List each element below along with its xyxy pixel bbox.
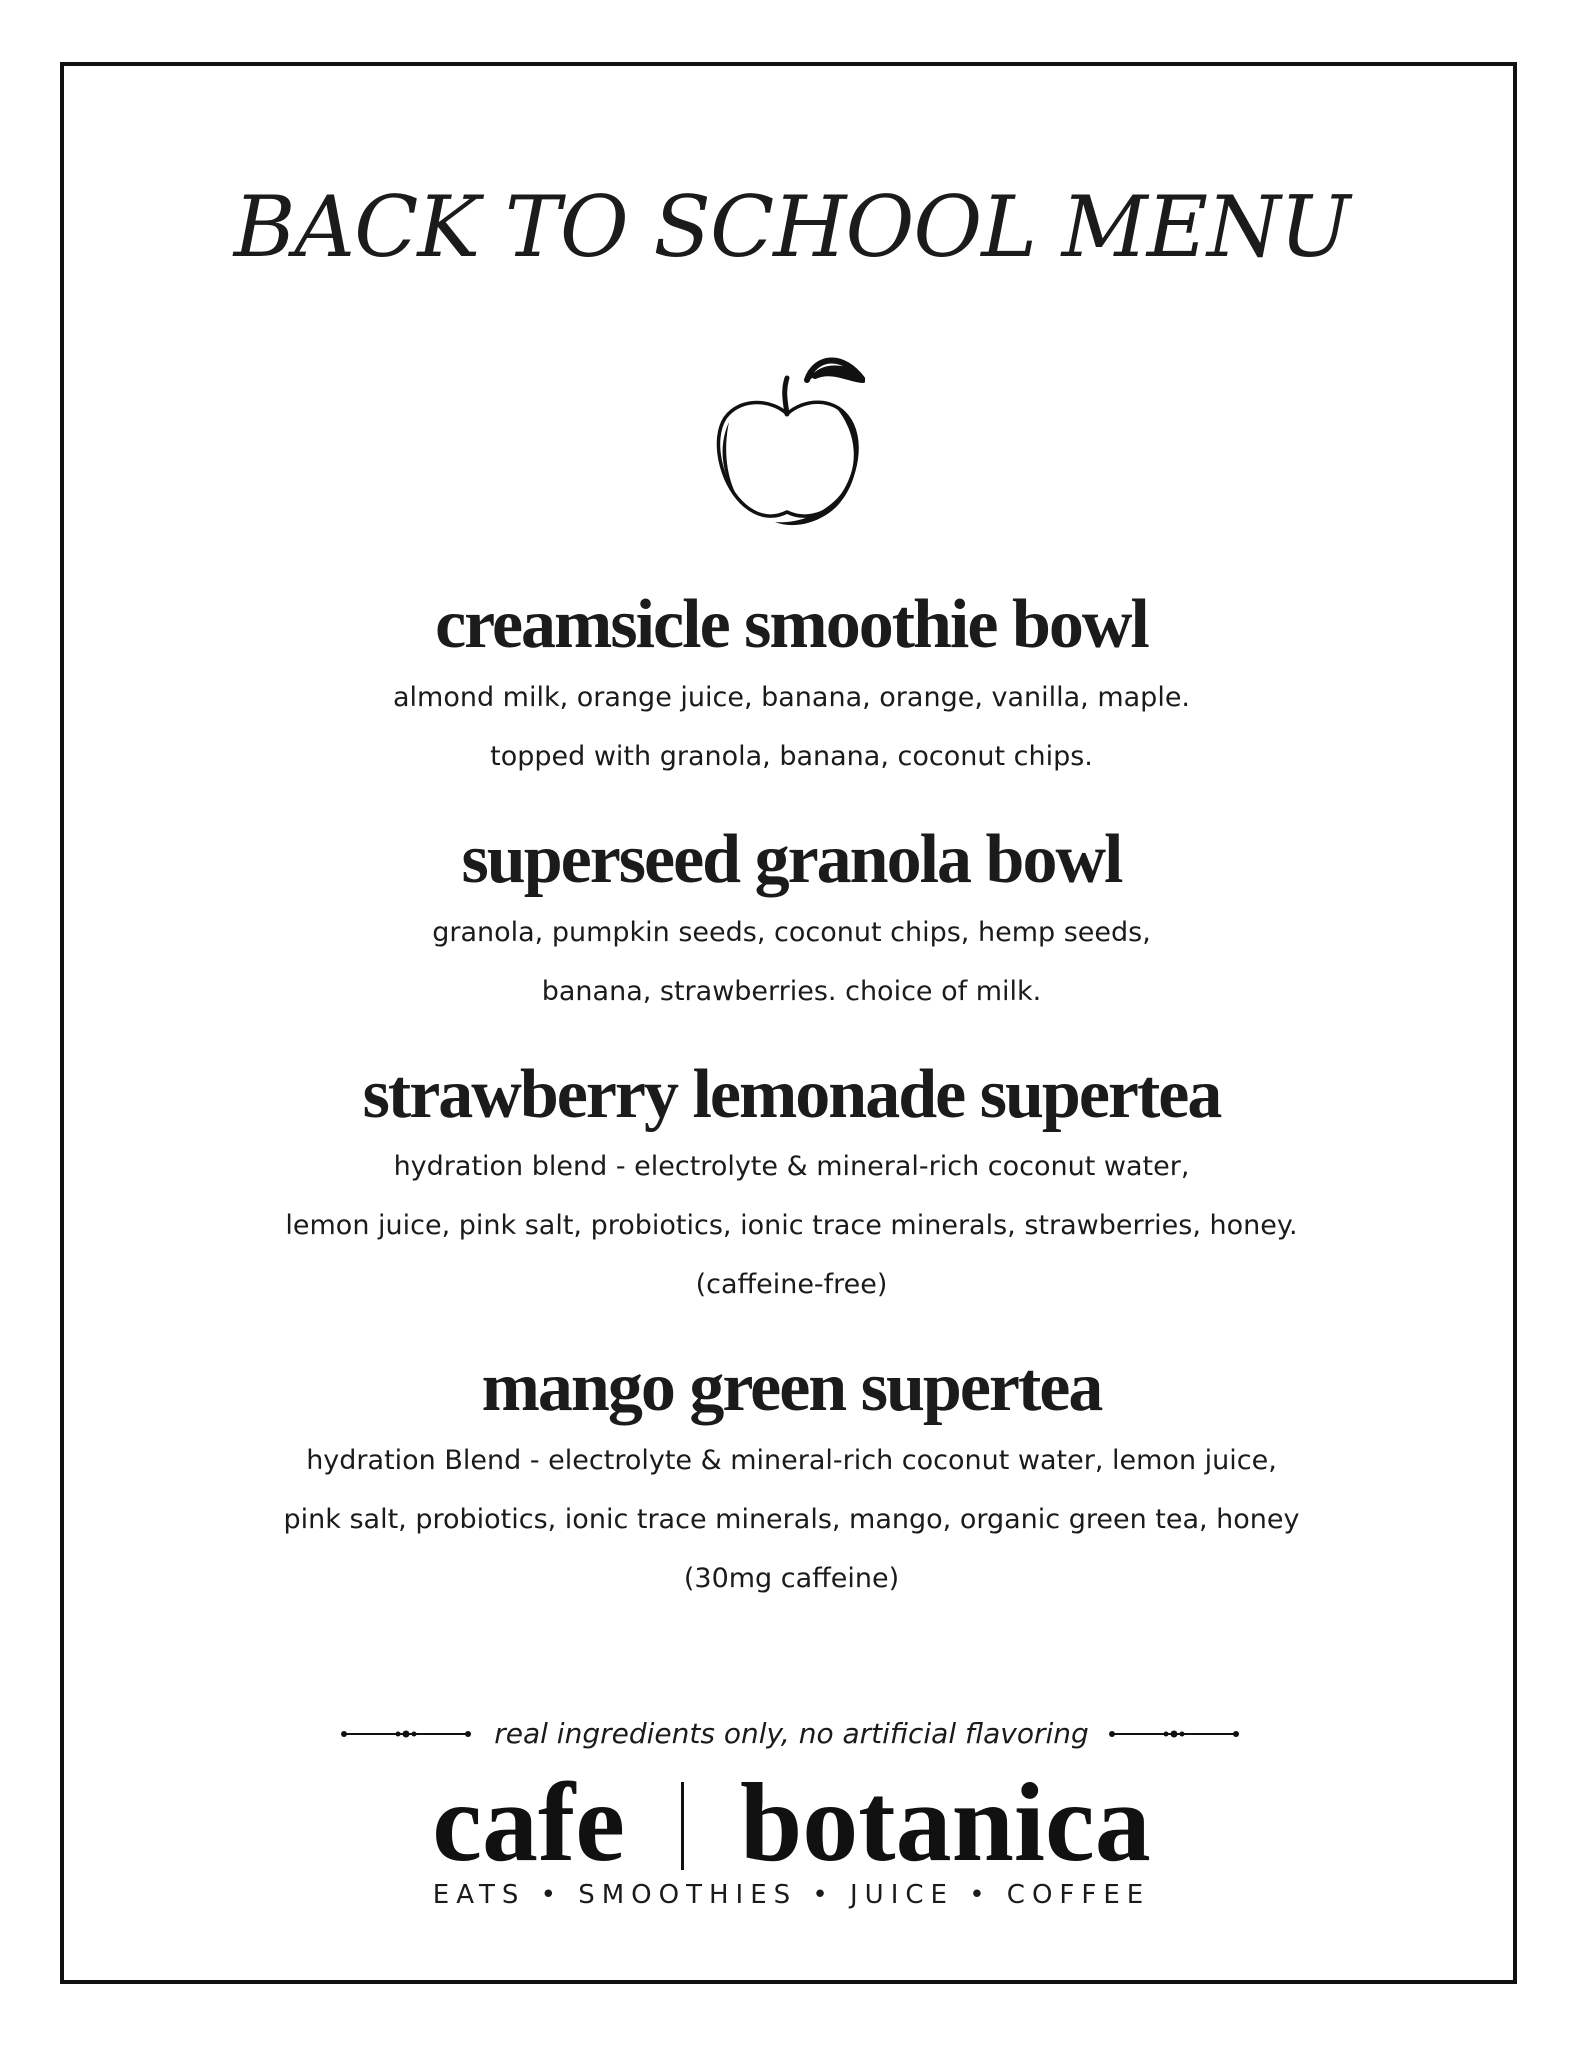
brand-divider xyxy=(681,1782,684,1870)
item-name-mango-green-supertea: mango green supertea xyxy=(481,1349,1102,1426)
brand-name-left: cafe xyxy=(432,1761,625,1885)
brand-subtitle: EATS • SMOOTHIES • JUICE • COFFEE xyxy=(432,1880,1151,1910)
flourish-right-icon xyxy=(1108,1726,1240,1742)
item-name-superseed-granola-bowl: superseed granola bowl xyxy=(461,821,1122,898)
item-description-line: pink salt, probiotics, ionic trace minerals, mango, organic green tea, honey xyxy=(283,1504,1300,1535)
item-name-creamsicle-smoothie-bowl: creamsicle smoothie bowl xyxy=(435,586,1148,663)
menu-border xyxy=(60,62,1517,1984)
brand-logo xyxy=(0,1761,1583,1885)
apple-icon xyxy=(715,352,865,532)
item-description-line: almond milk, orange juice, banana, orange, vanilla, maple. xyxy=(392,682,1191,713)
item-caffeine-note: (30mg caffeine) xyxy=(683,1563,900,1594)
item-description-line: granola, pumpkin seeds, coconut chips, hemp seeds, xyxy=(432,917,1151,948)
tagline: real ingredients only, no artificial flavoring xyxy=(494,1717,1089,1750)
item-description-line: hydration Blend - electrolyte & mineral-rich coconut water, lemon juice, xyxy=(306,1445,1277,1476)
item-description-line: hydration blend - electrolyte & mineral-rich coconut water, xyxy=(393,1151,1190,1182)
item-description-line: lemon juice, pink salt, probiotics, ionic trace minerals, strawberries, honey. xyxy=(285,1210,1298,1241)
item-description-line: banana, strawberries. choice of milk. xyxy=(541,976,1042,1007)
brand-name-right: botanica xyxy=(740,1761,1151,1885)
tagline-row xyxy=(0,1716,1583,1756)
item-caffeine-note: (caffeine-free) xyxy=(695,1269,888,1300)
item-description-line: topped with granola, banana, coconut chips. xyxy=(490,741,1093,772)
menu-title: BACK TO SCHOOL MENU xyxy=(233,178,1350,276)
item-name-strawberry-lemonade-supertea: strawberry lemonade supertea xyxy=(362,1056,1221,1133)
